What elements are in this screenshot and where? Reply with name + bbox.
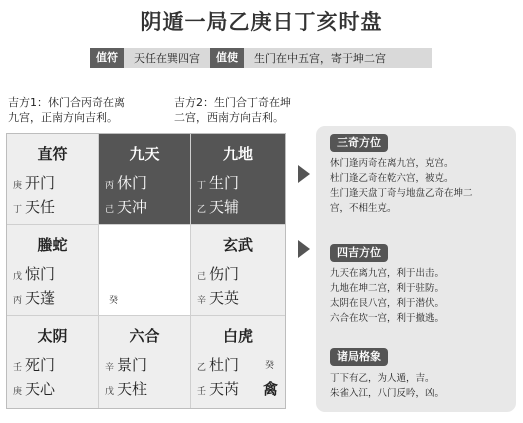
palace-door: 休门 [117,174,148,192]
siji-line: 九地在坤二宫，利于驻防。 [330,283,445,294]
page-title: 阴遁一局乙庚日丁亥时盘 [140,10,383,34]
arrow-right-icon [298,240,310,258]
auspicious-direction-1 [8,95,125,125]
palace-god: 九地 [222,145,253,163]
palace-center-5 [99,225,191,316]
siji-line: 九天在离九宫，利于出击。 [330,268,445,279]
palace-stem-lower: 庚 [13,387,23,397]
auspicious-direction-2 [174,95,291,125]
palace-stem-upper: 壬 [13,363,23,373]
palace-stem-lower: 壬 [197,387,207,397]
palace-stem-lower: 丁 [13,205,23,215]
palace-stem-upper: 乙 [197,363,207,373]
palace-star: 天蓬 [25,289,56,307]
palace-stem-upper: 庚 [13,181,23,191]
zhifu-label: 值符 [90,48,124,68]
palace-door: 死门 [25,356,56,374]
palace-stem-upper: 辛 [105,363,115,373]
palace-star: 天英 [209,289,240,307]
palace-xun-4 [7,134,99,225]
fang1-line2: 九宫，正南方向吉利。 [8,111,118,124]
geju-lines [330,371,510,401]
palace-kun-2 [191,134,285,225]
palace-god: 直符 [37,145,68,163]
siji-line: 太阴在艮八宫，利于潜伏。 [330,298,445,309]
palace-stem-lower: 戊 [105,387,115,397]
siji-title: 四吉方位 [330,244,388,262]
sanqi-line: 生门逢天盘丁奇与地盘乙奇在坤二 [330,188,473,199]
palace-stem-lower: 辛 [197,296,207,306]
palace-god: 玄武 [222,236,253,254]
sanqi-line: 杜门逢乙奇在乾六宫，被克。 [330,173,454,184]
palace-door: 伤门 [209,265,240,283]
palace-stem-upper: 丙 [105,181,115,191]
palace-star: 天柱 [117,380,148,398]
zhifu-zhishi-bar [90,48,432,68]
zhifu-value: 天任在巽四宫 [134,52,200,65]
palace-god: 九天 [129,145,160,163]
palace-extra-stem: 癸 [109,296,119,306]
palace-dui-7 [191,225,285,316]
palace-stem-upper: 戊 [13,272,23,282]
palace-gen-8 [7,316,99,408]
palace-god: 六合 [129,327,160,345]
geju-title: 诸局格象 [330,348,388,366]
palace-extra-stem: 癸 [265,361,275,371]
geju-line: 朱雀入江，八门反吟，凶。 [330,388,445,399]
palace-star: 天芮 [209,380,240,398]
arrow-right-icon [298,165,310,183]
palace-god: 太阴 [37,327,68,345]
palace-door: 开门 [25,174,56,192]
geju-line: 丁下有乙，为人遁，吉。 [330,373,435,384]
palace-star: 天冲 [117,198,148,216]
palace-door: 景门 [117,356,148,374]
siji-lines [330,266,510,326]
zhishi-value: 生门在中五宫，寄于坤二宫 [254,52,386,65]
palace-li-9 [99,134,191,225]
sanqi-line: 休门逢丙奇在离九宫，克宫。 [330,158,454,169]
sanqi-lines [330,156,510,216]
palace-god: 白虎 [222,327,253,345]
sanqi-title: 三奇方位 [330,134,388,152]
palace-kan-1 [99,316,191,408]
palace-qian-6 [191,316,285,408]
analysis-panel [316,126,516,412]
palace-door: 生门 [209,174,240,192]
palace-stem-lower: 丙 [13,296,23,306]
palace-stem-upper: 己 [197,272,207,282]
palace-god: 螣蛇 [37,236,68,254]
sanqi-line: 宫，不相生克。 [330,203,397,214]
palace-star: 天任 [25,198,56,216]
palace-door: 杜门 [209,356,240,374]
palace-stem-lower: 乙 [197,205,207,215]
palace-star: 天辅 [209,198,240,216]
qimen-palace-grid [6,133,286,409]
fang2-line2: 二宫，西南方向吉利。 [174,111,284,124]
fang2-line1: 吉方2：生门合丁奇在坤 [174,96,291,109]
palace-star: 天心 [25,380,56,398]
palace-extra-star: 禽 [263,380,279,398]
palace-door: 惊门 [25,265,56,283]
zhishi-label: 值使 [210,48,244,68]
fang1-line1: 吉方1：休门合丙奇在离 [8,96,125,109]
palace-stem-lower: 己 [105,205,115,215]
siji-line: 六合在坎一宫，利于撤逃。 [330,313,445,324]
palace-stem-upper: 丁 [197,181,207,191]
palace-zhen-3 [7,225,99,316]
